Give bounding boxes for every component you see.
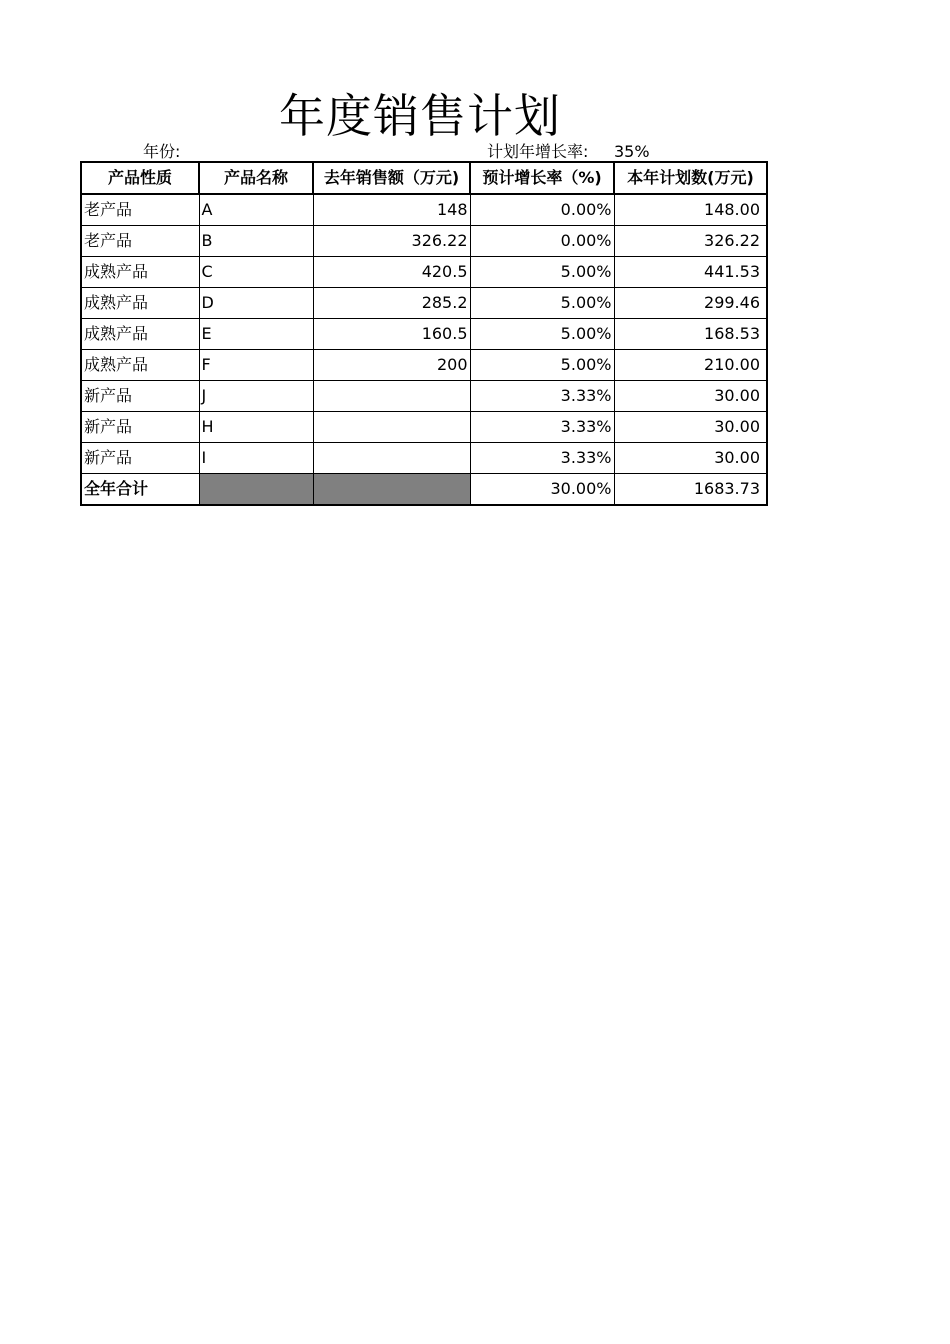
total-plan[interactable]: 1683.73 (614, 474, 767, 506)
cell-product-name[interactable]: E (199, 319, 313, 350)
cell-plan-this-year[interactable]: 210.00 (614, 350, 767, 381)
header-plan-this-year: 本年计划数(万元) (614, 162, 767, 194)
cell-product-type[interactable]: 新产品 (81, 381, 199, 412)
cell-product-name[interactable]: H (199, 412, 313, 443)
table-row (81, 319, 767, 350)
header-product-type: 产品性质 (81, 162, 199, 194)
cell-last-year-sales[interactable]: 200 (313, 350, 470, 381)
table-row (81, 381, 767, 412)
cell-last-year-sales[interactable]: 285.2 (313, 288, 470, 319)
cell-product-type[interactable]: 新产品 (81, 412, 199, 443)
cell-product-name[interactable]: I (199, 443, 313, 474)
total-growth[interactable]: 30.00% (470, 474, 614, 506)
cell-product-name[interactable]: J (199, 381, 313, 412)
table-header-row (81, 162, 767, 194)
table-row (81, 194, 767, 226)
growth-rate-label: 计划年增长率: (487, 142, 589, 161)
header-expected-growth: 预计增长率（%) (470, 162, 614, 194)
cell-expected-growth[interactable]: 0.00% (470, 226, 614, 257)
header-product-name: 产品名称 (199, 162, 313, 194)
year-label: 年份: (143, 142, 181, 161)
cell-last-year-sales[interactable]: 160.5 (313, 319, 470, 350)
table-row (81, 412, 767, 443)
cell-expected-growth[interactable]: 3.33% (470, 412, 614, 443)
cell-product-name[interactable]: F (199, 350, 313, 381)
cell-expected-growth[interactable]: 5.00% (470, 257, 614, 288)
cell-product-name[interactable]: B (199, 226, 313, 257)
cell-expected-growth[interactable]: 5.00% (470, 319, 614, 350)
total-shaded-cell[interactable] (199, 474, 313, 506)
cell-last-year-sales[interactable]: 326.22 (313, 226, 470, 257)
total-label[interactable]: 全年合计 (81, 474, 199, 506)
cell-last-year-sales[interactable]: 420.5 (313, 257, 470, 288)
cell-expected-growth[interactable]: 5.00% (470, 350, 614, 381)
cell-last-year-sales[interactable] (313, 412, 470, 443)
table-row (81, 350, 767, 381)
cell-product-type[interactable]: 老产品 (81, 194, 199, 226)
cell-product-type[interactable]: 新产品 (81, 443, 199, 474)
table-row (81, 257, 767, 288)
cell-plan-this-year[interactable]: 30.00 (614, 412, 767, 443)
cell-plan-this-year[interactable]: 148.00 (614, 194, 767, 226)
total-row (81, 474, 767, 506)
cell-plan-this-year[interactable]: 168.53 (614, 319, 767, 350)
cell-product-type[interactable]: 成熟产品 (81, 350, 199, 381)
total-shaded-cell[interactable] (313, 474, 470, 506)
cell-plan-this-year[interactable]: 299.46 (614, 288, 767, 319)
cell-last-year-sales[interactable] (313, 381, 470, 412)
cell-product-name[interactable]: D (199, 288, 313, 319)
cell-product-name[interactable]: A (199, 194, 313, 226)
cell-product-type[interactable]: 成熟产品 (81, 257, 199, 288)
cell-plan-this-year[interactable]: 326.22 (614, 226, 767, 257)
table-row (81, 288, 767, 319)
page-title: 年度销售计划 (279, 89, 561, 143)
growth-rate-value: 35% (614, 142, 650, 161)
cell-expected-growth[interactable]: 3.33% (470, 443, 614, 474)
cell-product-type[interactable]: 成熟产品 (81, 288, 199, 319)
cell-expected-growth[interactable]: 5.00% (470, 288, 614, 319)
cell-plan-this-year[interactable]: 30.00 (614, 443, 767, 474)
cell-plan-this-year[interactable]: 441.53 (614, 257, 767, 288)
cell-product-type[interactable]: 成熟产品 (81, 319, 199, 350)
cell-product-name[interactable]: C (199, 257, 313, 288)
cell-plan-this-year[interactable]: 30.00 (614, 381, 767, 412)
table-row (81, 443, 767, 474)
cell-product-type[interactable]: 老产品 (81, 226, 199, 257)
cell-expected-growth[interactable]: 0.00% (470, 194, 614, 226)
cell-last-year-sales[interactable]: 148 (313, 194, 470, 226)
cell-expected-growth[interactable]: 3.33% (470, 381, 614, 412)
header-last-year-sales: 去年销售额（万元) (313, 162, 470, 194)
sales-plan-table (80, 161, 768, 506)
table-row (81, 226, 767, 257)
cell-last-year-sales[interactable] (313, 443, 470, 474)
